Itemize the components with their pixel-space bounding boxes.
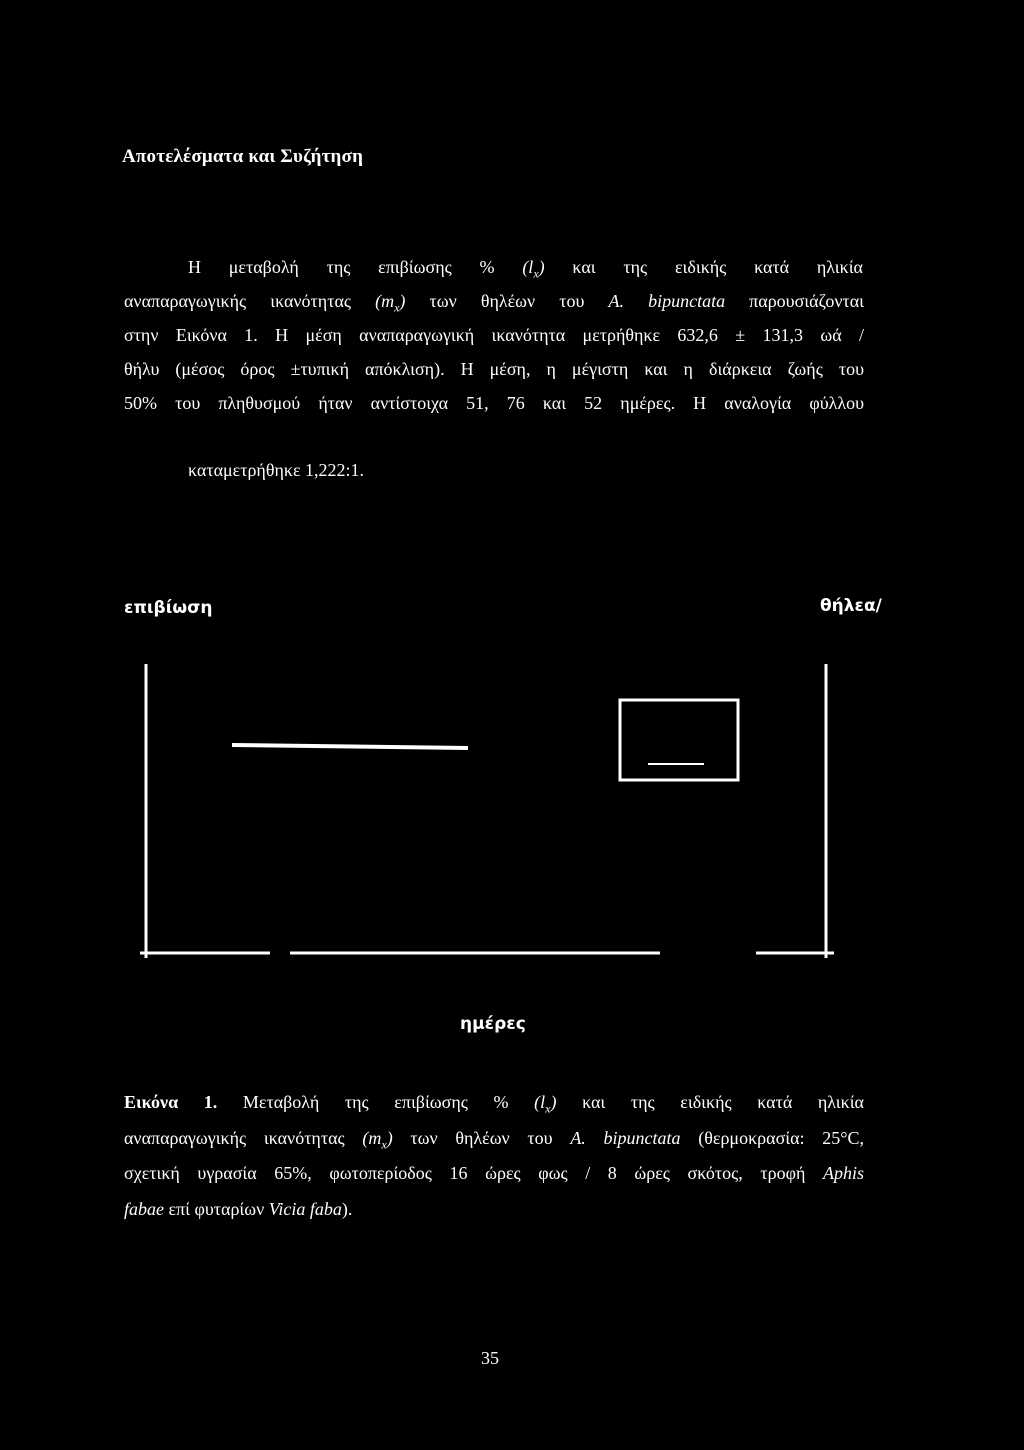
paragraph-line: αναπαραγωγικής ικανότητας $(m_x)$ των θηλέων του A. bipunctata παρουσιάζονται (124, 291, 864, 315)
caption-line: fabae επί φυταρίων Vicia faba). (124, 1199, 353, 1219)
section-heading: Αποτελέσματα και Συζήτηση (122, 146, 364, 167)
caption-label: Εικόνα 1. (124, 1092, 218, 1112)
paragraph-line: καταμετρήθηκε 1,222:1. (188, 460, 365, 480)
chart-survival-trace (232, 745, 468, 748)
chart-legend-box (620, 700, 738, 780)
paragraph-line: 50% του πληθυσμού ήταν αντίστοιχα 51, 76 και 52 ημέρες. Η αναλογία φύλλου (124, 393, 864, 413)
paragraph-line: θήλυ (μέσος όρος ±τυπική απόκλιση). Η μέση, η μέγιστη και η διάρκεια ζωής του (124, 359, 864, 379)
chart-xlabel: ημέρες (460, 1014, 526, 1034)
paragraph-line: Η μεταβολή της επιβίωσης % $(l_x)$ και της ειδικής κατά ηλικία (188, 257, 863, 281)
caption-line: αναπαραγωγικής ικανότητας $(m_x)$ των θηλέων του A. bipunctata (θερμοκρασία: 25°C, (124, 1128, 864, 1152)
page-number: 35 (481, 1348, 499, 1368)
caption-line: Εικόνα 1. Μεταβολή της επιβίωσης % $(l_x)$ και της ειδικής κατά ηλικία (124, 1092, 864, 1116)
caption-line: σχετική υγρασία 65%, φωτοπερίοδος 16 ώρες φως / 8 ώρες σκότος, τροφή Aphis (124, 1163, 864, 1183)
chart-ylabel-right: θήλεα/ (820, 596, 882, 616)
paragraph-line: στην Εικόνα 1. Η μέση αναπαραγωγική ικανότητα μετρήθηκε 632,6 ± 131,3 ωά / (124, 325, 864, 345)
chart-ylabel-left: επιβίωση (124, 598, 213, 618)
